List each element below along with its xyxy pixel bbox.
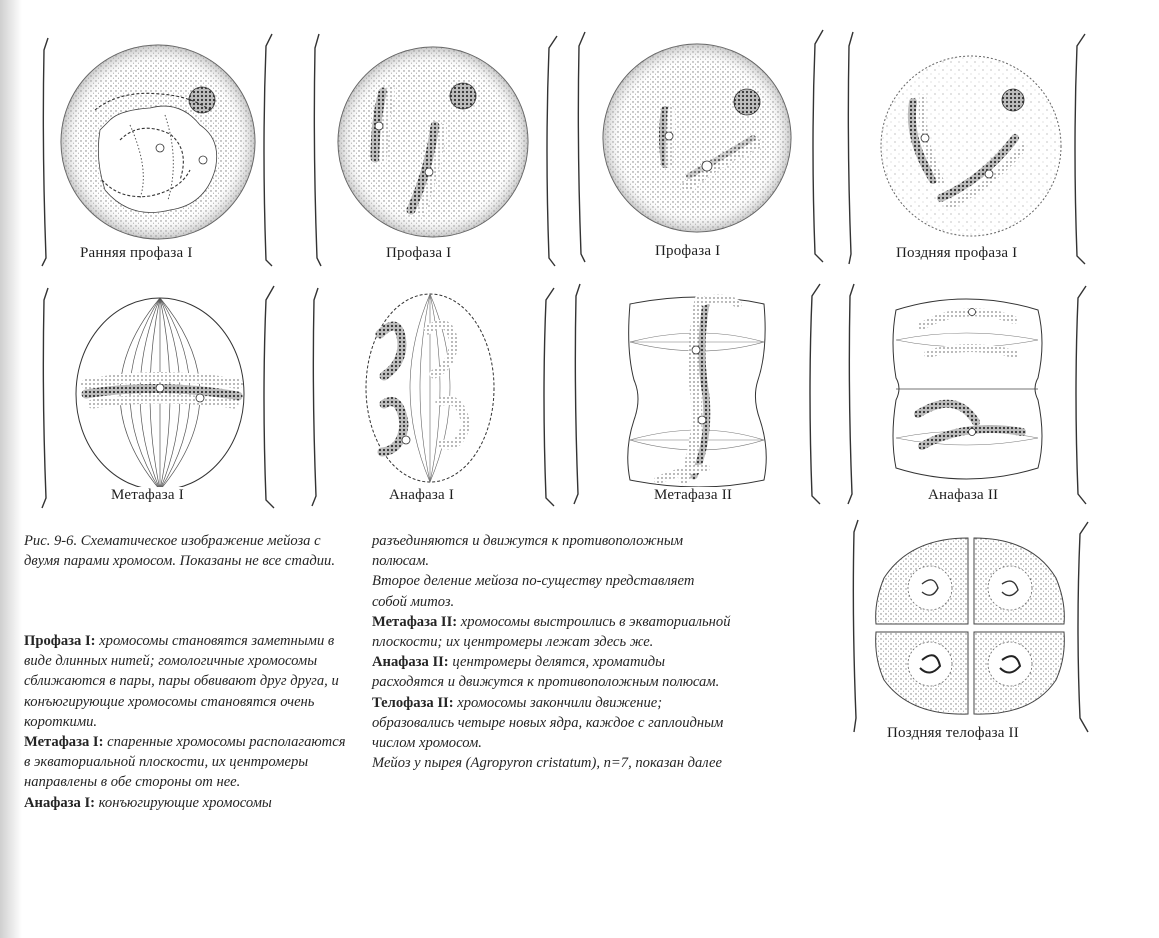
figure-anaphase-1 — [310, 284, 560, 509]
paragraph-telophase-2 — [372, 693, 732, 754]
text-anaphase-1: конъюгирующие хромосомы — [95, 794, 272, 811]
paragraph-anaphase-1 — [24, 793, 349, 813]
text-metaphase-1: спаренные хромосомы располагаются в экваториальной плоскости, их центромеры направлены в обе стороны от нее. — [24, 734, 346, 791]
term-metaphase-1: Метафаза I: — [24, 734, 104, 751]
paragraph-anaphase-2 — [372, 652, 732, 692]
label-early-prophase-1: Ранняя профаза I — [77, 245, 196, 262]
label-anaphase-2: Анафаза II — [925, 487, 1001, 504]
text-agropyron: Мейоз у пырея (Agropyron cristatum), n=7, показан далее — [372, 755, 722, 772]
term-metaphase-2: Метафаза II: — [372, 613, 458, 630]
paragraph-metaphase-1 — [24, 732, 349, 793]
text-prophase-1: хромосомы становятся заметными в виде длинных нитей; гомологичные хромосомы сближаются в пары, пары обвивают друг друга, и конъюгирующие хромосомы становятся очень короткими. — [24, 633, 339, 730]
term-telophase-2: Телофаза II: — [372, 694, 454, 711]
figure-early-prophase-1 — [40, 30, 280, 270]
text-second-division: Второе деление мейоза по-существу представляет собой митоз. — [372, 573, 695, 610]
term-anaphase-2: Анафаза II: — [372, 654, 449, 671]
label-late-prophase-1: Поздняя профаза I — [893, 245, 1020, 262]
figure-metaphase-1 — [40, 286, 280, 511]
text-anaphase-1-cont: разъединяются и движутся к противоположным полюсам. — [372, 533, 684, 570]
label-prophase-1a: Профаза I — [383, 245, 454, 262]
text-anaphase-2: центромеры делятся, хроматиды расходятся и движутся к противоположным полюсам. — [372, 654, 720, 691]
paragraph-agropyron — [372, 753, 732, 773]
label-anaphase-1: Анафаза I — [386, 487, 457, 504]
figure-prophase-1a — [313, 30, 563, 270]
label-metaphase-2: Метафаза II — [651, 487, 735, 504]
figure-caption — [24, 531, 349, 571]
text-column-middle — [372, 531, 732, 773]
term-prophase-1: Профаза I: — [24, 633, 96, 649]
paragraph-metaphase-2 — [372, 612, 732, 652]
text-column-left — [24, 631, 349, 813]
text-metaphase-2: хромосомы выстроились в экваториальной плоскости; их центромеры лежат здесь же. — [372, 613, 731, 651]
figure-prophase-1b — [577, 26, 827, 266]
text-telophase-2: хромосомы закончили движение; образовались четыре новых ядра, каждое с гаплоидным числом хромосом. — [372, 694, 724, 752]
label-late-telophase-2: Поздняя телофаза II — [884, 725, 1022, 742]
figure-late-prophase-1 — [845, 28, 1090, 268]
paragraph-second-division — [372, 571, 732, 611]
figure-late-telophase-2 — [850, 518, 1090, 738]
paragraph-prophase-1 — [24, 631, 349, 732]
figure-metaphase-2 — [572, 280, 827, 510]
caption-text: Рис. 9-6. Схематическое изображение мейоза с двумя парами хромосом. Показаны не все стадии. — [24, 533, 336, 570]
paragraph-anaphase-1-cont — [372, 531, 732, 571]
label-metaphase-1: Метафаза I — [108, 487, 187, 504]
page-edge-shadow — [0, 0, 22, 938]
term-anaphase-1: Анафаза I: — [24, 794, 95, 811]
figure-anaphase-2 — [846, 282, 1091, 507]
label-prophase-1b: Профаза I — [652, 243, 723, 260]
